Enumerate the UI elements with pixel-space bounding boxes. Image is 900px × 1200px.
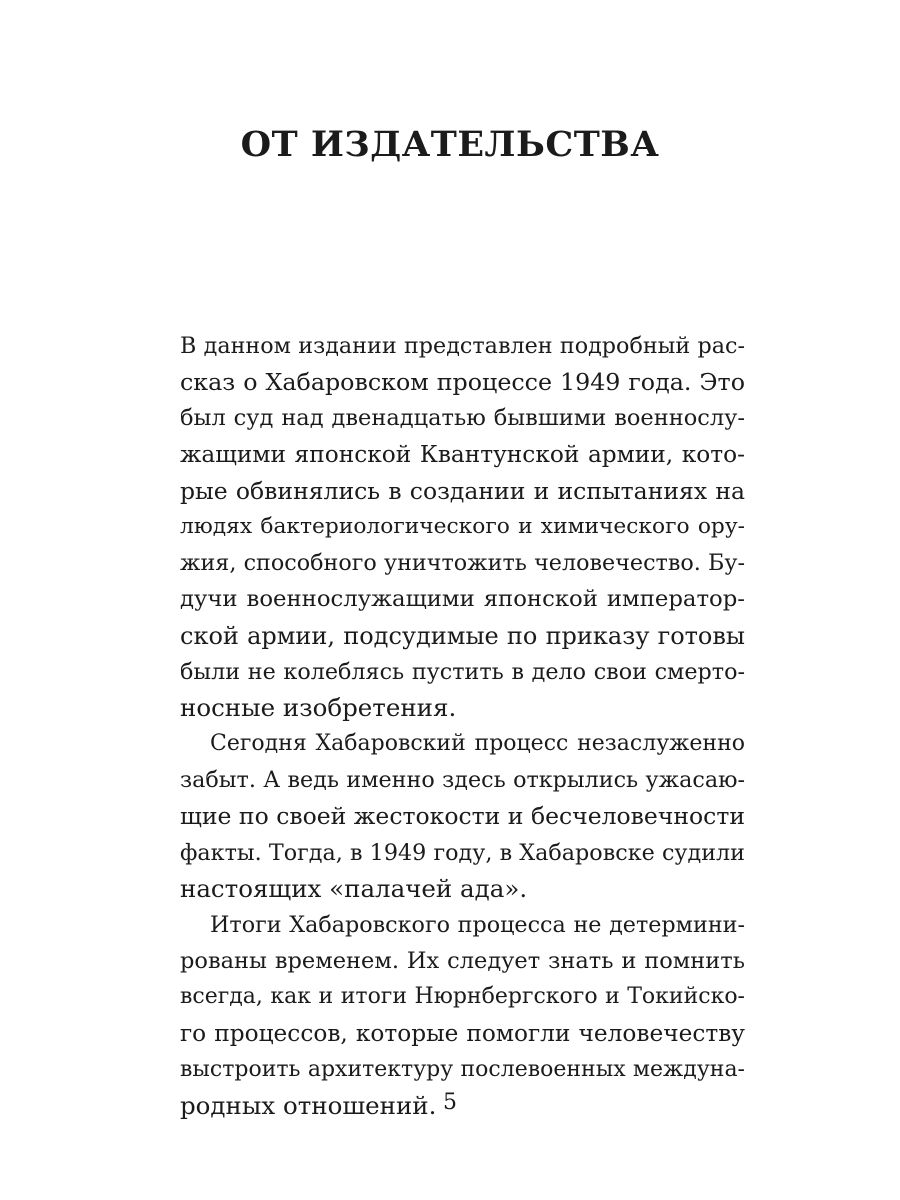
body-text [180,328,745,1124]
text-line: Сегодня Хабаровский процесс незаслуженно [210,731,745,757]
text-line: Итоги Хабаровского процесса не детермини- [210,912,745,938]
text-line: настоящих «палачей ада». [180,873,528,903]
text-line: были не колеблясь пустить в дело свои смерто- [180,658,745,685]
text-line: носные изобретения. [180,692,457,722]
text-line: был суд над двенадцатью бывшими военнослу- [180,405,745,432]
text-line: го процессов, которые помогли человечеству [180,1019,745,1047]
text-line: сказ о Хабаровском процессе 1949 года. Это [180,368,745,397]
paragraph-1 [180,328,745,726]
page-heading: ОТ ИЗДАТЕЛЬСТВА [240,124,660,165]
text-line: жия, способного уничтожить человечество. Бу- [180,550,745,577]
text-line: дучи военнослужащими японской император- [180,586,745,613]
text-line: рованы временем. Их следует знать и помнить [180,948,745,975]
text-line: забыт. А ведь именно здесь открылись ужасаю- [180,767,745,794]
text-line: родных отношений. [180,1090,437,1120]
paragraph-2 [180,726,745,907]
text-line: факты. Тогда, в 1949 году, в Хабаровске судили [180,839,745,866]
text-line: рые обвинялись в создании и испытаниях на [180,476,745,505]
page-number: 5 [443,1090,457,1115]
text-line: людях бактериологического и химического ору- [180,513,745,539]
text-line: В данном издании представлен подробный рас- [180,333,745,359]
text-line: всегда, как и итоги Нюрнбергского и Токийско- [180,984,745,1010]
text-line: щие по своей жестокости и бесчеловечности [180,802,745,831]
text-line: ской армии, подсудимые по приказу готовы [180,621,745,650]
text-line: выстроить архитектуру послевоенных междуна- [180,1056,745,1082]
text-line: жащими японской Квантунской армии, кото- [180,440,745,468]
